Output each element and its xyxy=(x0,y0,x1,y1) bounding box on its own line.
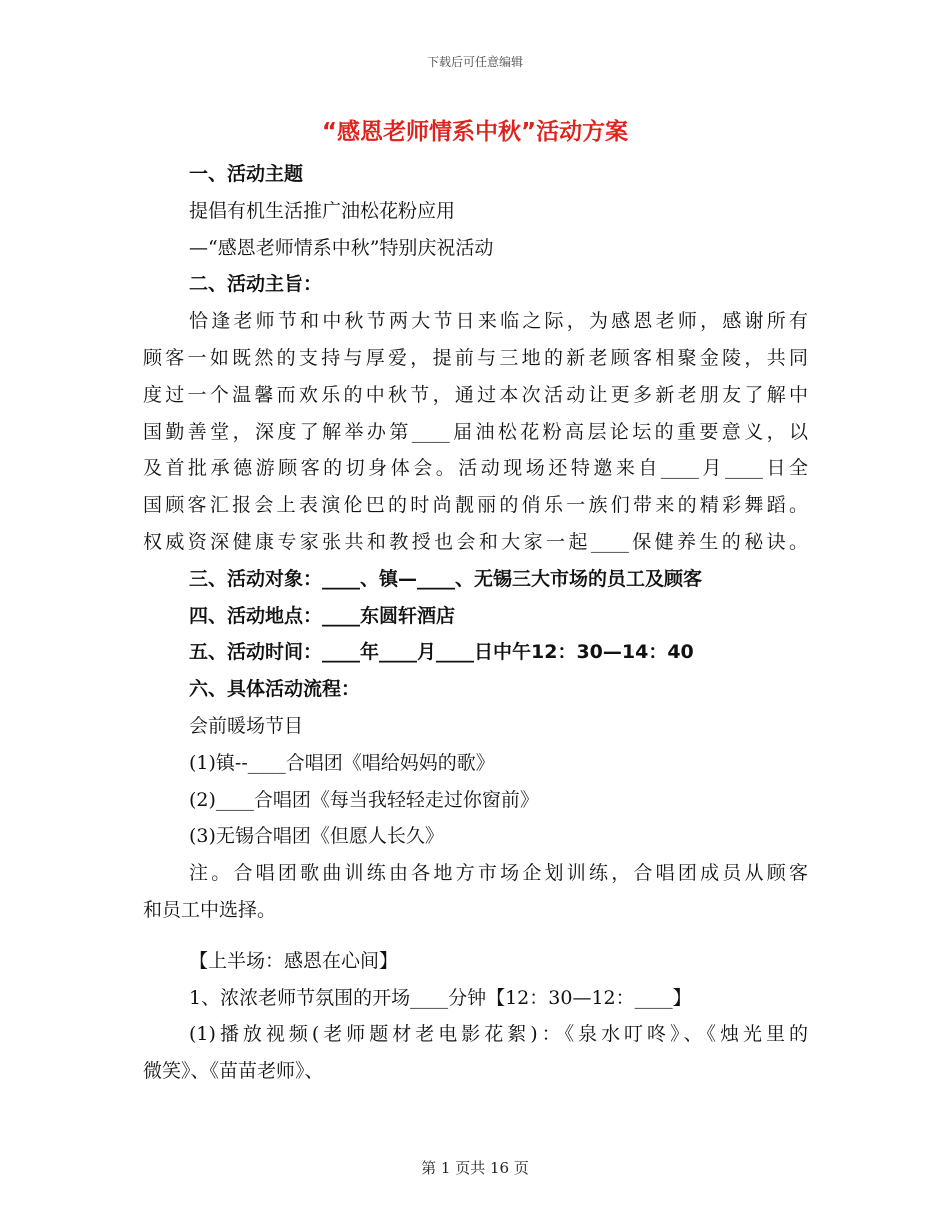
paragraph-line: 注。合唱团歌曲训练由各地方市场企划训练，合唱团成员从顾客 xyxy=(189,862,808,885)
paragraph-line: 微笑》、《苗苗老师》、 xyxy=(143,1060,324,1083)
paragraph-line: 会前暖场节目 xyxy=(189,714,304,737)
section-heading: 一、活动主题 xyxy=(189,163,304,185)
paragraph-line: (3)无锡合唱团《但愿人长久》 xyxy=(189,825,444,848)
paragraph-line: 和员工中选择。 xyxy=(143,898,277,921)
page-header: 下载后可任意编辑 xyxy=(426,55,523,69)
paragraph-line: (1)播放视频(老师题材老电影花絮)：《泉水叮咚》、《烛光里的 xyxy=(189,1023,808,1046)
paragraph-line: 及首批承德游顾客的切身体会。活动现场还特邀来自____月____日全 xyxy=(143,457,808,480)
paragraph-line: —“感恩老师情系中秋”特别庆祝活动 xyxy=(189,236,494,259)
section-heading: 三、活动对象：____、镇—____、无锡三大市场的员工及顾客 xyxy=(189,567,703,590)
paragraph-line: 1、浓浓老师节氛围的开场____分钟【12：30—12：____】 xyxy=(189,986,692,1009)
paragraph-line: (2)____合唱团《每当我轻轻走过你窗前》 xyxy=(189,788,539,811)
paragraph-line: 度过一个温馨而欢乐的中秋节，通过本次活动让更多新老朋友了解中 xyxy=(143,383,808,406)
section-heading: 五、活动时间：____年____月____日中午12：30—14：40 xyxy=(189,641,694,664)
document-title: “感恩老师情系中秋”活动方案 xyxy=(321,119,629,145)
paragraph-line: 国勤善堂，深度了解举办第____届油松花粉高层论坛的重要意义，以 xyxy=(143,420,808,443)
paragraph-line: 国顾客汇报会上表演伦巴的时尚靓丽的俏乐一族们带来的精彩舞蹈。 xyxy=(143,494,808,517)
document-body xyxy=(143,156,808,1090)
paragraph-line: (1)镇--____合唱团《唱给妈妈的歌》 xyxy=(189,751,495,774)
section-heading: 二、活动主旨： xyxy=(189,273,323,296)
paragraph-line: 提倡有机生活推广油松花粉应用 xyxy=(189,199,456,222)
paragraph-line: 顾客一如既然的支持与厚爱，提前与三地的新老顾客相聚金陵，共同 xyxy=(143,346,808,369)
paragraph-gap xyxy=(143,929,808,943)
section-heading: 六、具体活动流程： xyxy=(189,678,361,701)
paragraph-line: 【上半场：感恩在心间】 xyxy=(189,949,399,972)
paragraph-line: 恰逢老师节和中秋节两大节日来临之际，为感恩老师，感谢所有 xyxy=(189,310,808,333)
paragraph-line: 权威资深健康专家张共和教授也会和大家一起____保健养生的秘诀。 xyxy=(143,530,808,553)
section-heading: 四、活动地点：____东圆轩酒店 xyxy=(189,604,456,627)
page-footer: 第 1 页共 16 页 xyxy=(421,1159,529,1177)
